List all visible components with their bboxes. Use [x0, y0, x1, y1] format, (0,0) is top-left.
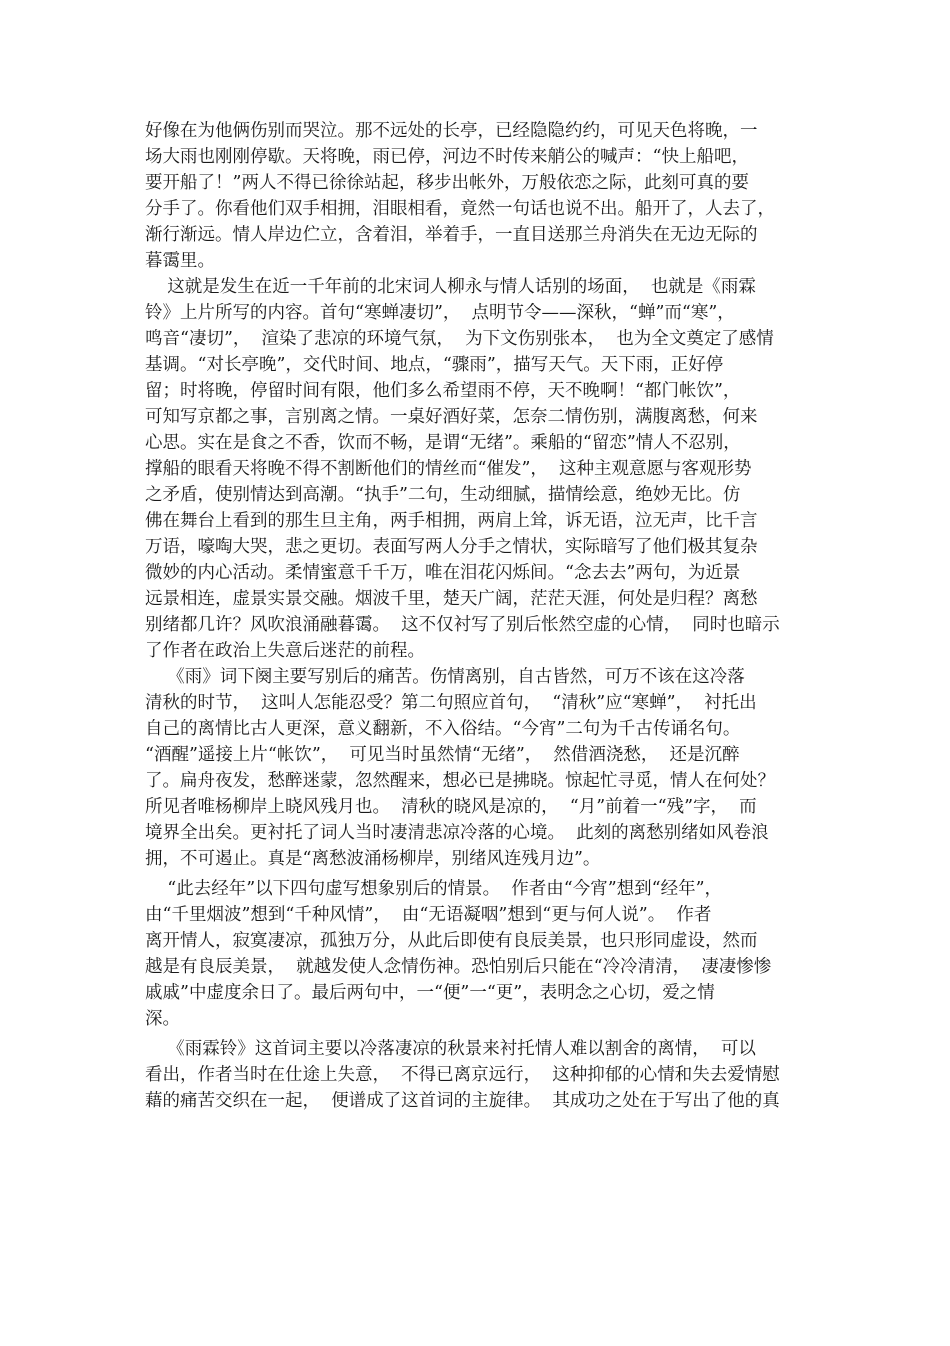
text-line: 分手了。你看他们双手相拥，泪眼相看，竟然一句话也说不出。船开了，人去了，	[145, 199, 775, 219]
text-line: 之矛盾，使别情达到高潮。“执手”二句，生动细腻，描情绘意，绝妙无比。仿	[145, 485, 741, 505]
text-line: 撑船的眼看天将晚不得不割断他们的情丝而“催发”， 这种主观意愿与客观形势	[145, 459, 752, 479]
text-line: 拥，不可遏止。真是“离愁波涌杨柳岸，别绪风连残月边”。	[145, 849, 601, 869]
text-line: 看出，作者当时在仕途上失意， 不得已离京远行， 这种抑郁的心情和失去爱情慰	[145, 1065, 780, 1085]
text-line: 境界全出矣。更衬托了词人当时凄清悲凉冷落的心境。 此刻的离愁别绪如风卷浪	[145, 823, 769, 843]
text-line: “此去经年”以下四句虚写想象别后的情景。 作者由“今宵”想到“经年”，	[145, 879, 723, 899]
text-line: 所见者唯杨柳岸上晓风残月也。 清秋的晓风是凉的， “月”前着一“残”字， 而	[145, 797, 757, 817]
text-line: 清秋的时节， 这叫人怎能忍受？第二句照应首句， “清秋”应“寒蝉”， 衬托出	[145, 693, 757, 713]
text-line: “酒醒”遥接上片“帐饮”， 可见当时虽然情“无绪”， 然借酒浇愁， 还是沉醉	[145, 745, 740, 765]
text-line: 这就是发生在近一千年前的北宋词人柳永与情人话别的场面， 也就是《雨霖	[145, 277, 756, 297]
text-line: 《雨霖铃》这首词主要以冷落凄凉的秋景来衬托情人难以割舍的离情， 可以	[145, 1039, 756, 1059]
text-line: 戚戚”中虚度余日了。最后两句中，一“便”一“更”，表明念之心切，爱之情	[145, 983, 715, 1003]
text-line: 深。	[145, 1009, 180, 1029]
paragraph	[145, 1036, 810, 1114]
text-line: 别绪都几许？风吹浪涌融暮霭。 这不仅衬写了别后怅然空虚的心情， 同时也暗示	[145, 615, 780, 635]
text-line: 佛在舞台上看到的那生旦主角，两手相拥，两肩上耸，诉无语，泣无声，比千言	[145, 511, 758, 531]
text-line: 铃》上片所写的内容。首句“寒蝉凄切”， 点明节令——深秋，“蝉”而“寒”，	[145, 303, 735, 323]
text-line: 自己的离情比古人更深，意义翻新，不入俗结。“今宵”二句为千古传诵名句。	[145, 719, 741, 739]
text-line: 了作者在政治上失意后迷茫的前程。	[145, 641, 425, 661]
text-line: 要开船了！”两人不得已徐徐站起，移步出帐外，万般依恋之际，此刻可真的要	[145, 173, 749, 193]
text-line: 《雨》词下阕主要写别后的痛苦。伤情离别，自古皆然，可万不该在这冷落	[145, 667, 745, 687]
text-line: 由“千里烟波”想到“千种风情”， 由“无语凝咽”想到“更与何人说”。 作者	[145, 905, 712, 925]
text-line: 微妙的内心活动。柔情蜜意千千万，唯在泪花闪烁间。“念去去”两句，为近景	[145, 563, 741, 583]
text-line: 鸣音“凄切”， 渲染了悲凉的环境气氛， 为下文伤别张本， 也为全文奠定了感情	[145, 329, 774, 349]
text-line: 离开情人，寂寞凄凉，孤独万分，从此后即使有良辰美景，也只形同虚设，然而	[145, 931, 758, 951]
text-line: 渐行渐远。情人岸边伫立，含着泪，举着手，一直目送那兰舟消失在无边无际的	[145, 225, 758, 245]
text-line: 暮霭里。	[145, 251, 215, 271]
text-line: 可知写京都之事，言别离之情。一桌好酒好菜，怎奈二情伤别，满腹离愁，何来	[145, 407, 758, 427]
text-line: 心思。实在是食之不香，饮而不畅，是谓“无绪”。乘船的“留恋”情人不忍别，	[145, 433, 741, 453]
text-line: 基调。“对长亭晚”，交代时间、地点，“骤雨”，描写天气。天下雨，正好停	[145, 355, 724, 375]
text-line: 了。扁舟夜发，愁醉迷蒙，忽然醒来，想必已是拂晓。惊起忙寻觅，情人在何处？	[145, 771, 775, 791]
paragraph	[145, 876, 810, 1032]
text-line: 留；时将晚，停留时间有限，他们多么希望雨不停，天不晚啊！“都门帐饮”，	[145, 381, 741, 401]
text-line: 藉的痛苦交织在一起， 便谱成了这首词的主旋律。 其成功之处在于写出了他的真	[145, 1091, 780, 1111]
paragraph	[145, 118, 810, 274]
text-line: 好像在为他俩伤别而哭泣。那不远处的长亭，已经隐隐约约，可见天色将晚，一	[145, 121, 758, 141]
text-line: 越是有良辰美景， 就越发使人念情伤神。恐怕别后只能在“冷冷清清， 凄凄惨惨	[145, 957, 772, 977]
text-line: 万语，嚎啕大哭，悲之更切。表面写两人分手之情状，实际暗写了他们极其复杂	[145, 537, 758, 557]
text-line: 远景相连，虚景实景交融。烟波千里，楚天广阔，茫茫天涯，何处是归程？离愁	[145, 589, 758, 609]
paragraph	[145, 664, 810, 872]
paragraph	[145, 274, 810, 664]
document-body	[145, 118, 810, 1114]
text-line: 场大雨也刚刚停歇。天将晚，雨已停，河边不时传来艄公的喊声：“快上船吧，	[145, 147, 749, 167]
